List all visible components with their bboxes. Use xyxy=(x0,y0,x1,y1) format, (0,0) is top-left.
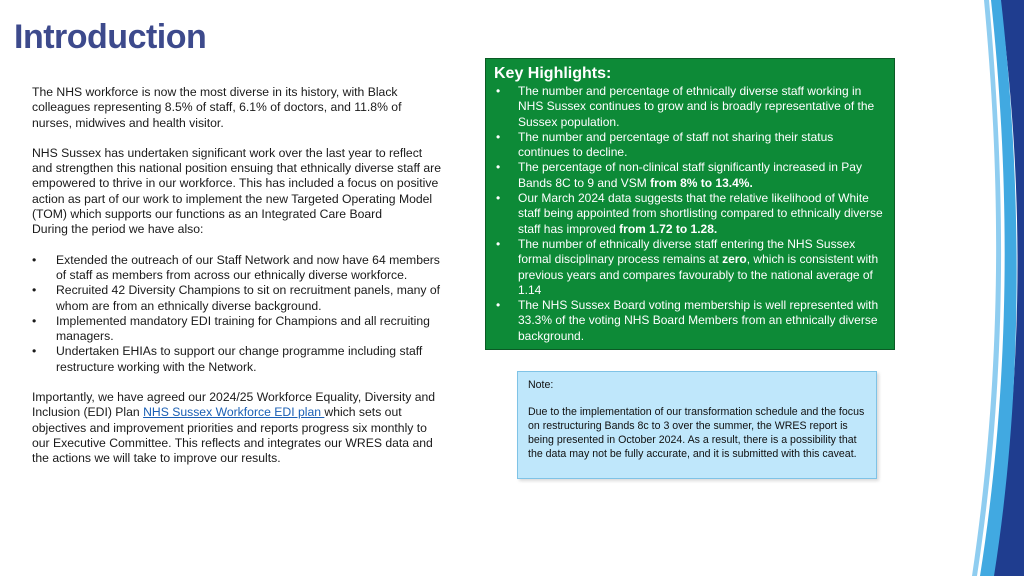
intro-column xyxy=(32,85,442,467)
bullet-icon: • xyxy=(32,313,37,328)
intro-bullet-list xyxy=(32,253,442,375)
decorative-swoosh xyxy=(944,0,1024,576)
page-title: Introduction xyxy=(14,18,207,56)
list-item: • The percentage of non-clinical staff significantly increased in Pay Bands 8C to 9 and VSM from 8% to 13.4%. xyxy=(496,160,862,190)
note-heading: Note: xyxy=(528,379,554,391)
intro-paragraph-2: NHS Sussex has undertaken significant work over the last year to reflect and strengthen this national position ensuing that ethnically diverse staff are empowered to thrive in our workforce. This has included a focus on positive action as part of our work to implement the new Targeted Operating Model (TOM) which supports our functions as an Integrated Care Board xyxy=(32,145,441,222)
intro-paragraph-4: Importantly, we have agreed our 2024/25 Workforce Equality, Diversity and Inclusion (EDI) Plan NHS Sussex Workforce EDI plan which sets out objectives and improvement priorities and reports progress six monthly to our Executive Committee. This reflects and integrates our WRES data and the actions we will take to improve our results. xyxy=(32,390,436,466)
bullet-icon: • xyxy=(496,129,501,144)
bullet-icon: • xyxy=(32,344,37,359)
bullet-icon: • xyxy=(32,252,37,267)
key-highlights-box xyxy=(485,58,895,350)
list-item: • Undertaken EHIAs to support our change programme including staff restructure working with the Network. xyxy=(32,344,423,374)
bullet-icon: • xyxy=(496,236,501,251)
list-item: • The number and percentage of ethnically diverse staff working in NHS Sussex continues to grow and is broadly representative of the Sussex population. xyxy=(496,84,875,129)
edi-plan-link[interactable]: NHS Sussex Workforce EDI plan xyxy=(143,405,325,420)
note-body: Due to the implementation of our transformation schedule and the focus on restructuring Bands 8c to 3 over the summer, the WRES report is being presented in October 2024. As a result, there is a possibility that the data may not be fully accurate, and it is submitted with this caveat. xyxy=(528,406,865,460)
highlights-list xyxy=(494,84,884,344)
list-item: • Recruited 42 Diversity Champions to sit on recruitment panels, many of whom are from an ethnically diverse background. xyxy=(32,283,441,313)
list-item: • Implemented mandatory EDI training for Champions and all recruiting managers. xyxy=(32,313,430,344)
list-item: • The number of ethnically diverse staff entering the NHS Sussex formal disciplinary process remains at zero, which is consistent with previous years and compares favourably to the national average of 1.14 xyxy=(496,236,879,297)
bullet-icon: • xyxy=(32,283,37,298)
list-item: • The number and percentage of staff not sharing their status continues to decline. xyxy=(496,129,834,160)
intro-paragraph-1: The NHS workforce is now the most diverse in its history, with Black colleagues representing 8.5% of staff, 6.1% of doctors, and 11.8% of nurses, midwives and health visitor. xyxy=(32,85,402,130)
intro-paragraph-3: During the period we have also: xyxy=(32,222,204,237)
note-box xyxy=(517,371,877,479)
list-item: • The NHS Sussex Board voting membership is well represented with 33.3% of the voting NHS Board Members from an ethnically diverse background. xyxy=(496,298,879,343)
bullet-icon: • xyxy=(496,84,501,98)
list-item: • Our March 2024 data suggests that the relative likelihood of White staff being appointed from shortlisting compared to ethnically diverse staff has improved from 1.72 to 1.28. xyxy=(496,191,883,236)
bullet-icon: • xyxy=(496,191,501,206)
bullet-icon: • xyxy=(496,160,501,175)
list-item: • Extended the outreach of our Staff Network and now have 64 members of staff as members from across our ethnically diverse workforce. xyxy=(32,252,440,282)
bullet-icon: • xyxy=(496,298,501,313)
highlights-title: Key Highlights: xyxy=(494,65,612,82)
